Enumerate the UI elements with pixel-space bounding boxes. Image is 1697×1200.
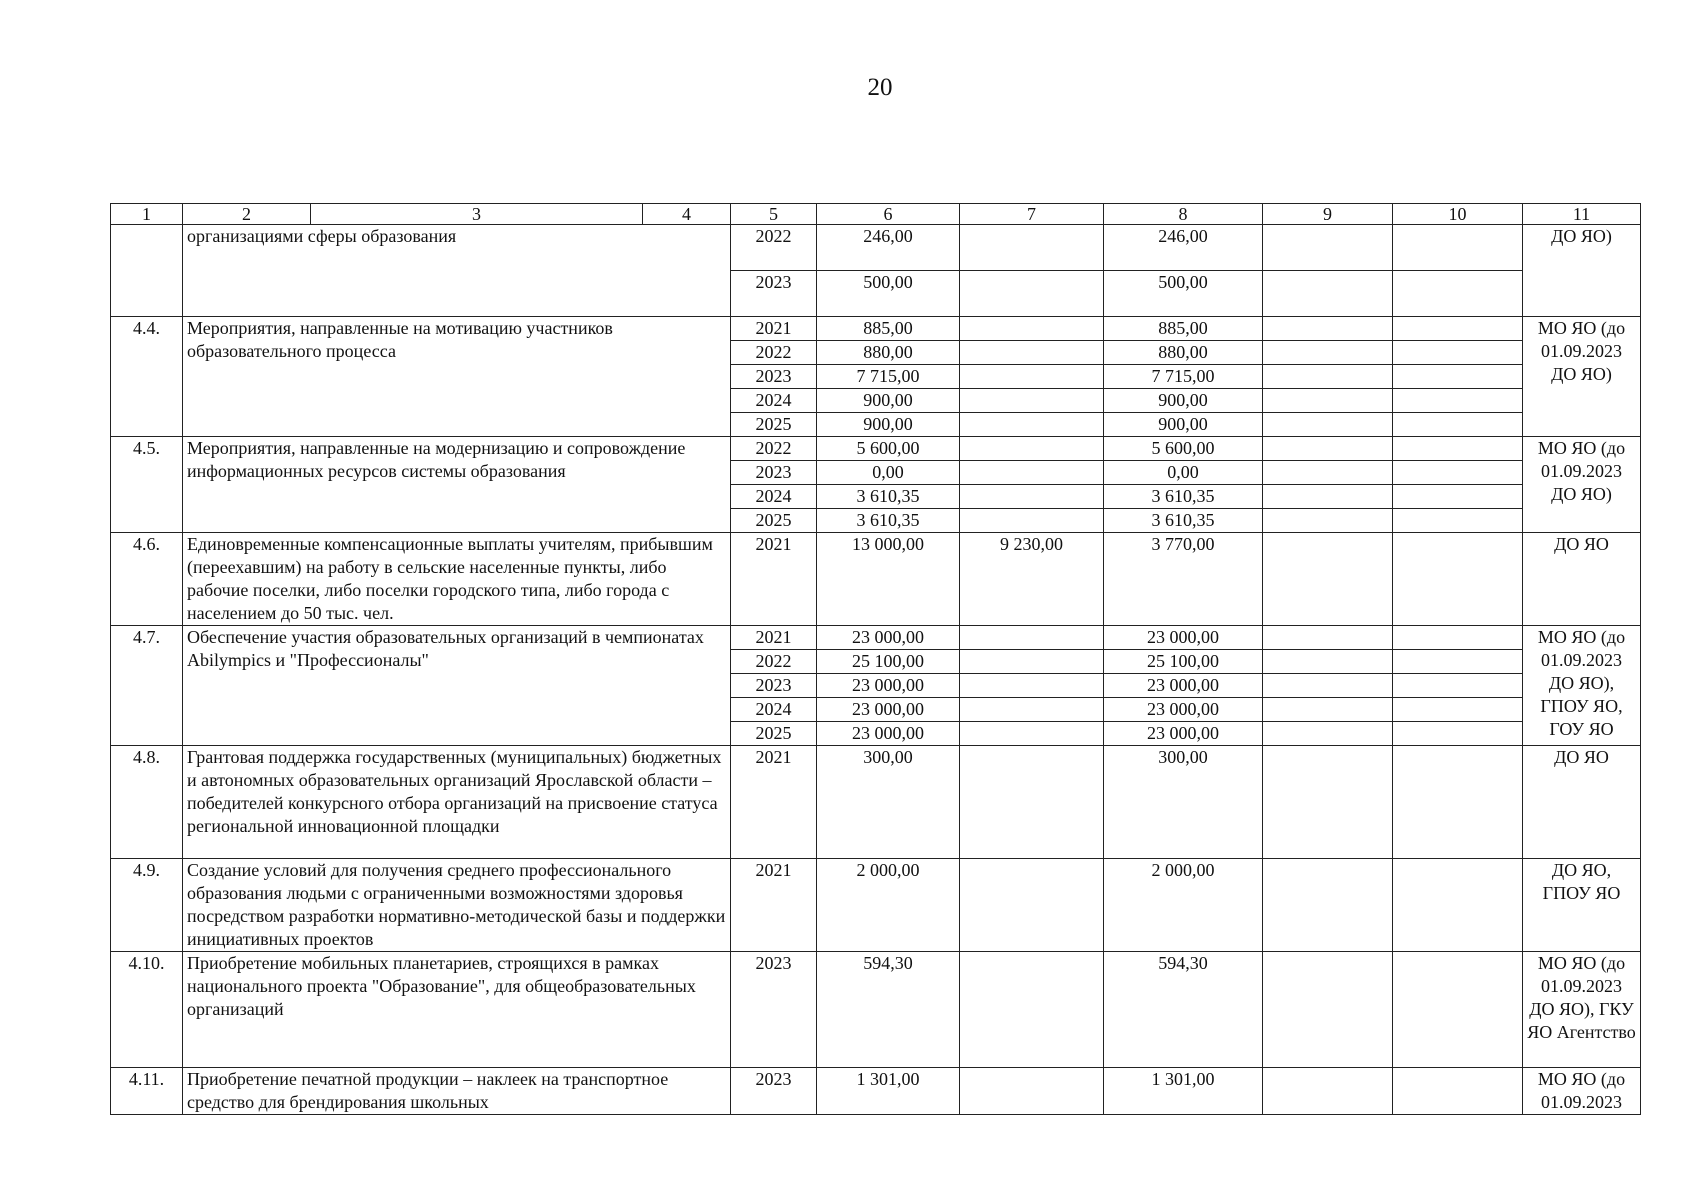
amount-cell-c8: 5 600,00 — [1104, 437, 1263, 461]
year-cell: 2021 — [731, 746, 817, 859]
amount-cell-c6: 23 000,00 — [817, 674, 960, 698]
amount-cell-c6: 1 301,00 — [817, 1068, 960, 1115]
amount-cell-c10 — [1393, 626, 1523, 650]
amount-cell-c9 — [1263, 389, 1393, 413]
amount-cell-c6: 3 610,35 — [817, 509, 960, 533]
amount-cell-c9 — [1263, 365, 1393, 389]
table-row — [111, 317, 1641, 341]
amount-cell-c10 — [1393, 650, 1523, 674]
item-name: Приобретение мобильных планетариев, строящихся в рамках национального проекта "Образование", для общеобразовательных организаций — [183, 952, 731, 1068]
column-header: 8 — [1104, 204, 1263, 225]
amount-cell-c9 — [1263, 509, 1393, 533]
amount-cell-c7 — [960, 461, 1104, 485]
table-row — [111, 1068, 1641, 1115]
amount-cell-c10 — [1393, 509, 1523, 533]
amount-cell-c9 — [1263, 341, 1393, 365]
year-cell: 2022 — [731, 341, 817, 365]
amount-cell-c9 — [1263, 674, 1393, 698]
amount-cell-c9 — [1263, 533, 1393, 626]
amount-cell-c7 — [960, 859, 1104, 952]
responsible-cell: МО ЯО (до 01.09.2023 ДО ЯО), ГКУ ЯО Агентство — [1523, 952, 1641, 1068]
item-name: Мероприятия, направленные на мотивацию участников образовательного процесса — [183, 317, 731, 437]
responsible-cell: ДО ЯО — [1523, 746, 1641, 859]
amount-cell-c7 — [960, 952, 1104, 1068]
amount-cell-c10 — [1393, 461, 1523, 485]
amount-cell-c10 — [1393, 485, 1523, 509]
amount-cell-c6: 23 000,00 — [817, 626, 960, 650]
amount-cell-c10 — [1393, 533, 1523, 626]
amount-cell-c8: 25 100,00 — [1104, 650, 1263, 674]
amount-cell-c8: 594,30 — [1104, 952, 1263, 1068]
year-cell: 2025 — [731, 509, 817, 533]
amount-cell-c10 — [1393, 698, 1523, 722]
year-cell: 2023 — [731, 365, 817, 389]
amount-cell-c7 — [960, 650, 1104, 674]
amount-cell-c9 — [1263, 722, 1393, 746]
amount-cell-c7 — [960, 389, 1104, 413]
amount-cell-c10 — [1393, 1068, 1523, 1115]
responsible-cell: МО ЯО (до 01.09.2023 ДО ЯО) — [1523, 317, 1641, 437]
column-header: 5 — [731, 204, 817, 225]
program-table — [110, 203, 1641, 1115]
responsible-cell: ДО ЯО, ГПОУ ЯО — [1523, 859, 1641, 952]
year-cell: 2022 — [731, 225, 817, 271]
amount-cell-c9 — [1263, 626, 1393, 650]
amount-cell-c9 — [1263, 952, 1393, 1068]
table-row — [111, 626, 1641, 650]
amount-cell-c8: 3 610,35 — [1104, 485, 1263, 509]
item-number — [111, 225, 183, 317]
amount-cell-c6: 2 000,00 — [817, 859, 960, 952]
item-number: 4.5. — [111, 437, 183, 533]
amount-cell-c10 — [1393, 365, 1523, 389]
amount-cell-c7 — [960, 271, 1104, 317]
amount-cell-c7 — [960, 1068, 1104, 1115]
item-number: 4.10. — [111, 952, 183, 1068]
year-cell: 2021 — [731, 626, 817, 650]
amount-cell-c6: 5 600,00 — [817, 437, 960, 461]
amount-cell-c6: 900,00 — [817, 389, 960, 413]
amount-cell-c6: 880,00 — [817, 341, 960, 365]
amount-cell-c8: 23 000,00 — [1104, 698, 1263, 722]
item-name: Создание условий для получения среднего профессионального образования людьми с ограниченными возможностями здоровья посредством разработки нормативно-методической базы и поддержки инициативных проектов — [183, 859, 731, 952]
amount-cell-c10 — [1393, 389, 1523, 413]
amount-cell-c7 — [960, 674, 1104, 698]
amount-cell-c6: 13 000,00 — [817, 533, 960, 626]
amount-cell-c8: 246,00 — [1104, 225, 1263, 271]
year-cell: 2023 — [731, 271, 817, 317]
amount-cell-c7 — [960, 626, 1104, 650]
amount-cell-c10 — [1393, 674, 1523, 698]
amount-cell-c6: 900,00 — [817, 413, 960, 437]
header-row — [111, 204, 1641, 225]
responsible-cell: ДО ЯО) — [1523, 225, 1641, 317]
amount-cell-c10 — [1393, 317, 1523, 341]
year-cell: 2021 — [731, 533, 817, 626]
amount-cell-c9 — [1263, 698, 1393, 722]
amount-cell-c7 — [960, 341, 1104, 365]
amount-cell-c9 — [1263, 485, 1393, 509]
column-header: 7 — [960, 204, 1104, 225]
amount-cell-c10 — [1393, 722, 1523, 746]
table-row — [111, 437, 1641, 461]
column-header: 9 — [1263, 204, 1393, 225]
amount-cell-c6: 0,00 — [817, 461, 960, 485]
item-name: Обеспечение участия образовательных организаций в чемпионатах Abilympics и "Профессионалы" — [183, 626, 731, 746]
amount-cell-c7 — [960, 365, 1104, 389]
amount-cell-c8: 0,00 — [1104, 461, 1263, 485]
amount-cell-c7 — [960, 437, 1104, 461]
table-row — [111, 746, 1641, 859]
amount-cell-c7 — [960, 509, 1104, 533]
amount-cell-c10 — [1393, 341, 1523, 365]
amount-cell-c8: 1 301,00 — [1104, 1068, 1263, 1115]
year-cell: 2022 — [731, 437, 817, 461]
amount-cell-c9 — [1263, 437, 1393, 461]
amount-cell-c6: 246,00 — [817, 225, 960, 271]
amount-cell-c9 — [1263, 746, 1393, 859]
year-cell: 2024 — [731, 698, 817, 722]
amount-cell-c7 — [960, 722, 1104, 746]
year-cell: 2024 — [731, 389, 817, 413]
amount-cell-c8: 2 000,00 — [1104, 859, 1263, 952]
table-row — [111, 225, 1641, 271]
item-number: 4.8. — [111, 746, 183, 859]
amount-cell-c6: 25 100,00 — [817, 650, 960, 674]
amount-cell-c7 — [960, 698, 1104, 722]
year-cell: 2025 — [731, 413, 817, 437]
amount-cell-c7 — [960, 746, 1104, 859]
amount-cell-c6: 500,00 — [817, 271, 960, 317]
item-name: Грантовая поддержка государственных (муниципальных) бюджетных и автономных образовательных организаций Ярославской области – победителей конкурсного отбора организаций на присвоение статуса региональной инновационной площадки — [183, 746, 731, 859]
amount-cell-c9 — [1263, 650, 1393, 674]
amount-cell-c10 — [1393, 859, 1523, 952]
amount-cell-c8: 900,00 — [1104, 389, 1263, 413]
amount-cell-c7 — [960, 485, 1104, 509]
amount-cell-c8: 23 000,00 — [1104, 674, 1263, 698]
amount-cell-c6: 885,00 — [817, 317, 960, 341]
table-row — [111, 952, 1641, 1068]
amount-cell-c7 — [960, 413, 1104, 437]
item-name: Мероприятия, направленные на модернизацию и сопровождение информационных ресурсов системы образования — [183, 437, 731, 533]
responsible-cell: ДО ЯО — [1523, 533, 1641, 626]
amount-cell-c10 — [1393, 413, 1523, 437]
column-header: 11 — [1523, 204, 1641, 225]
column-header: 1 — [111, 204, 183, 225]
amount-cell-c9 — [1263, 225, 1393, 271]
item-number: 4.9. — [111, 859, 183, 952]
item-number: 4.4. — [111, 317, 183, 437]
amount-cell-c8: 3 610,35 — [1104, 509, 1263, 533]
item-number: 4.11. — [111, 1068, 183, 1115]
amount-cell-c10 — [1393, 746, 1523, 859]
year-cell: 2023 — [731, 674, 817, 698]
table-row — [111, 533, 1641, 626]
amount-cell-c9 — [1263, 413, 1393, 437]
year-cell: 2023 — [731, 461, 817, 485]
column-header: 6 — [817, 204, 960, 225]
item-name: Единовременные компенсационные выплаты учителям, прибывшим (переехавшим) на работу в сельские населенные пункты, либо рабочие поселки, либо поселки городского типа, либо города с населением до 50 тыс. чел. — [183, 533, 731, 626]
amount-cell-c9 — [1263, 271, 1393, 317]
responsible-cell: МО ЯО (до 01.09.2023 — [1523, 1068, 1641, 1115]
column-header: 10 — [1393, 204, 1523, 225]
amount-cell-c6: 3 610,35 — [817, 485, 960, 509]
item-number: 4.6. — [111, 533, 183, 626]
amount-cell-c10 — [1393, 271, 1523, 317]
amount-cell-c8: 300,00 — [1104, 746, 1263, 859]
year-cell: 2022 — [731, 650, 817, 674]
amount-cell-c10 — [1393, 952, 1523, 1068]
item-number: 4.7. — [111, 626, 183, 746]
amount-cell-c10 — [1393, 437, 1523, 461]
amount-cell-c9 — [1263, 317, 1393, 341]
amount-cell-c8: 880,00 — [1104, 341, 1263, 365]
amount-cell-c6: 23 000,00 — [817, 698, 960, 722]
amount-cell-c8: 500,00 — [1104, 271, 1263, 317]
amount-cell-c9 — [1263, 461, 1393, 485]
amount-cell-c7 — [960, 317, 1104, 341]
amount-cell-c6: 7 715,00 — [817, 365, 960, 389]
year-cell: 2025 — [731, 722, 817, 746]
amount-cell-c8: 23 000,00 — [1104, 626, 1263, 650]
responsible-cell: МО ЯО (до 01.09.2023 ДО ЯО), ГПОУ ЯО, ГОУ ЯО — [1523, 626, 1641, 746]
year-cell: 2021 — [731, 859, 817, 952]
table-row — [111, 859, 1641, 952]
amount-cell-c8: 885,00 — [1104, 317, 1263, 341]
amount-cell-c6: 594,30 — [817, 952, 960, 1068]
amount-cell-c7 — [960, 225, 1104, 271]
year-cell: 2024 — [731, 485, 817, 509]
responsible-cell: МО ЯО (до 01.09.2023 ДО ЯО) — [1523, 437, 1641, 533]
item-name: Приобретение печатной продукции – наклеек на транспортное средство для брендирования школьных — [183, 1068, 731, 1115]
amount-cell-c8: 900,00 — [1104, 413, 1263, 437]
amount-cell-c9 — [1263, 1068, 1393, 1115]
amount-cell-c9 — [1263, 859, 1393, 952]
amount-cell-c8: 3 770,00 — [1104, 533, 1263, 626]
amount-cell-c7: 9 230,00 — [960, 533, 1104, 626]
amount-cell-c6: 300,00 — [817, 746, 960, 859]
amount-cell-c10 — [1393, 225, 1523, 271]
amount-cell-c8: 23 000,00 — [1104, 722, 1263, 746]
item-name: организациями сферы образования — [183, 225, 731, 317]
year-cell: 2023 — [731, 952, 817, 1068]
page-number: 20 — [867, 74, 893, 101]
year-cell: 2023 — [731, 1068, 817, 1115]
column-header: 2 — [183, 204, 311, 225]
amount-cell-c6: 23 000,00 — [817, 722, 960, 746]
year-cell: 2021 — [731, 317, 817, 341]
column-header: 4 — [643, 204, 731, 225]
amount-cell-c8: 7 715,00 — [1104, 365, 1263, 389]
column-header: 3 — [311, 204, 643, 225]
